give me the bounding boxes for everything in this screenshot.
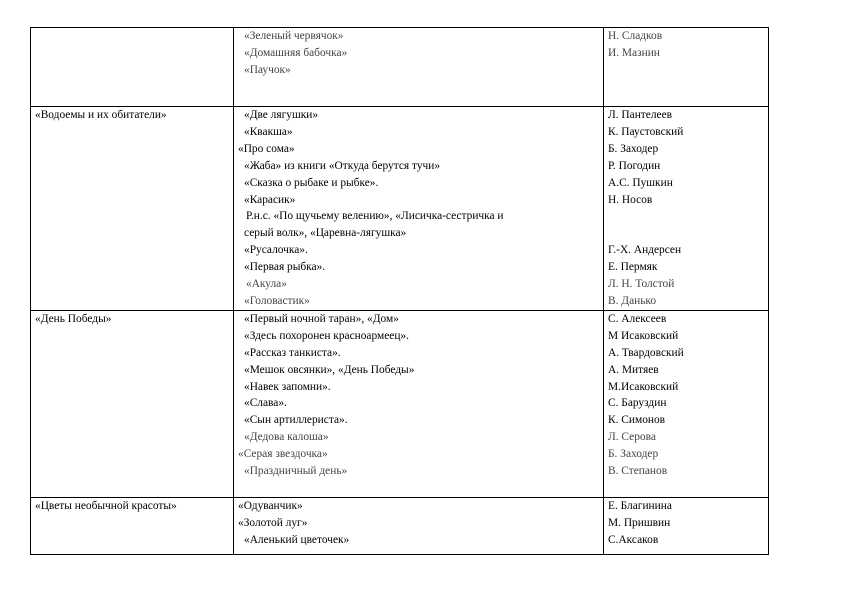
- authors-cell: [604, 310, 769, 497]
- work-title: «Навек запомни».: [244, 380, 331, 393]
- author-name: М. Пришвин: [608, 516, 671, 529]
- author-name: Б. Заходер: [608, 448, 659, 461]
- author-name: Б. Заходер: [608, 142, 659, 155]
- work-title: «Карасик»: [244, 193, 296, 206]
- theme-cell: [31, 28, 234, 107]
- author-name: А.С. Пушкин: [608, 176, 673, 189]
- work-title: «Праздничный день»: [244, 465, 348, 478]
- author-name: М Исаковский: [608, 329, 679, 342]
- theme-cell: [31, 497, 234, 554]
- work-title: «Серая звездочка»: [238, 448, 328, 461]
- author-name: К. Паустовский: [608, 125, 684, 138]
- works-cell: [234, 310, 604, 497]
- work-title: «Сказка о рыбаке и рыбке».: [244, 176, 379, 189]
- work-title: «Аленький цветочек»: [244, 533, 350, 546]
- author-name: Г.-Х. Андерсен: [608, 244, 682, 257]
- works-cell: [234, 28, 604, 107]
- works-cell: [234, 497, 604, 554]
- author-name: С. Алексеев: [608, 312, 667, 325]
- author-name: М.Исаковский: [608, 380, 679, 393]
- author-name: Н. Сладков: [608, 30, 663, 42]
- work-title: «Сын артиллериста».: [244, 414, 348, 427]
- work-title: «Зеленый червячок»: [244, 30, 344, 42]
- author-name: Е. Благинина: [608, 499, 672, 512]
- author-name: В. Степанов: [608, 465, 668, 478]
- work-title: «Жаба» из книги «Откуда берутся тучи»: [244, 159, 441, 172]
- work-title: «Мешок овсянки», «День Победы»: [244, 363, 415, 376]
- work-title: «Паучок»: [244, 63, 291, 76]
- work-title: «Русалочка».: [244, 244, 308, 257]
- author-name: Л. Серова: [608, 431, 656, 444]
- author-name: Л. Пантелеев: [608, 109, 673, 121]
- author-name: К. Симонов: [608, 414, 666, 427]
- author-name: Е. Пермяк: [608, 261, 658, 274]
- author-name: А. Твардовский: [608, 346, 684, 359]
- author-name: И. Мазнин: [608, 46, 660, 59]
- author-name: Н. Носов: [608, 193, 653, 206]
- authors-cell: [604, 107, 769, 311]
- work-title: «Здесь похоронен красноармеец».: [244, 329, 409, 342]
- table-row: [31, 497, 769, 554]
- authors-cell: [604, 28, 769, 107]
- theme-cell: [31, 107, 234, 311]
- table-row: [31, 28, 769, 107]
- work-title: «Головастик»: [244, 294, 310, 307]
- works-cell: [234, 107, 604, 311]
- work-title: «Домашняя бабочка»: [244, 46, 348, 59]
- author-name: В. Данько: [608, 294, 657, 307]
- work-title: «Дедова калоша»: [244, 431, 329, 444]
- theme-cell: [31, 310, 234, 497]
- theme-title: «Цветы необычной красоты»: [35, 499, 177, 512]
- author-name: С. Баруздин: [608, 397, 667, 410]
- work-title: «Одуванчик»: [238, 499, 303, 512]
- work-title: «Акула»: [246, 278, 287, 291]
- work-title: «Квакша»: [244, 125, 293, 138]
- work-title: «Первый ночной таран», «Дом»: [244, 312, 399, 325]
- work-title: «Золотой луг»: [238, 516, 308, 529]
- author-name: А. Митяев: [608, 363, 659, 376]
- author-name: Л. Н. Толстой: [608, 278, 675, 291]
- work-title: «Про сома»: [238, 142, 295, 155]
- author-name: Р. Погодин: [608, 159, 661, 172]
- work-title: «Слава».: [244, 397, 287, 410]
- theme-title: «Водоемы и их обитатели»: [35, 109, 167, 121]
- work-title: «Рассказ танкиста».: [244, 346, 341, 359]
- work-title: Р.н.с. «По щучьему велению», «Лисичка-сестричка и: [246, 210, 504, 223]
- authors-cell: [604, 497, 769, 554]
- work-title: серый волк», «Царевна-лягушка»: [244, 227, 407, 240]
- author-name: С.Аксаков: [608, 533, 659, 546]
- theme-title: «День Победы»: [35, 312, 112, 325]
- author-name: [608, 225, 768, 242]
- table-row: [31, 310, 769, 497]
- literature-table: [30, 27, 769, 555]
- work-title: «Первая рыбка».: [244, 261, 326, 274]
- work-title: [238, 480, 603, 497]
- work-title: «Две лягушки»: [244, 109, 319, 121]
- author-name: [608, 208, 768, 225]
- table-row: [31, 107, 769, 311]
